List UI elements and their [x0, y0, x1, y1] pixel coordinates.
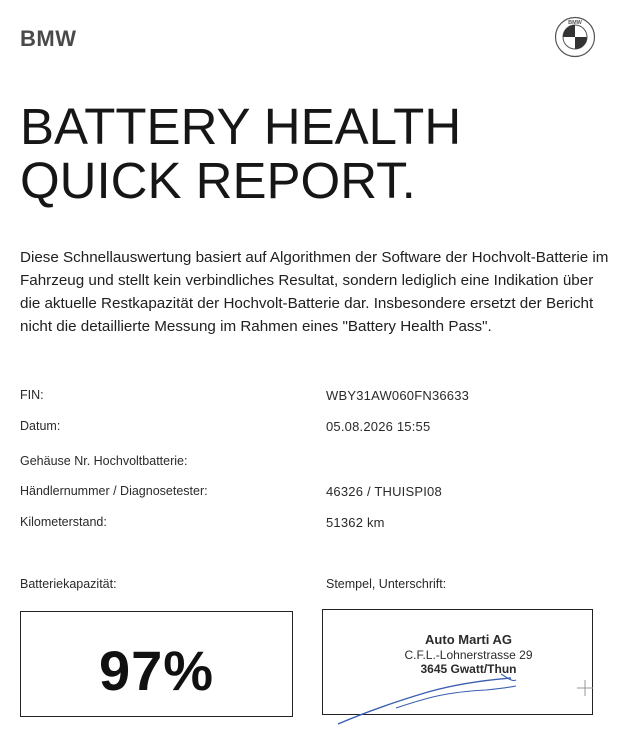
dealer-number-value: 46326 / THUISPI08 [326, 484, 442, 499]
brand-wordmark: BMW [20, 26, 77, 51]
dealer-number-label: Händlernummer / Diagnosetester: [20, 484, 208, 498]
capacity-value: 97% [98, 639, 215, 702]
fin-value: WBY31AW060FN36633 [326, 388, 470, 403]
battery-housing-label: Gehäuse Nr. Hochvoltbatterie: [20, 454, 188, 468]
fin-label: FIN: [20, 388, 44, 402]
date-value: 05.08.2026 15:55 [326, 419, 431, 434]
report-title [20, 100, 600, 208]
report-title-line2: QUICK REPORT. [20, 152, 416, 209]
bmw-roundel-icon [554, 16, 596, 58]
mileage-value: 51362 km [326, 515, 385, 530]
stamp-label: Stempel, Unterschrift: [326, 577, 447, 591]
mileage-label: Kilometerstand: [20, 515, 107, 529]
capacity-label: Batteriekapazität: [20, 577, 117, 591]
intro-paragraph: Diese Schnellauswertung basiert auf Algorithmen der Software der Hochvolt-Batterie im Fahrzeug und stellt kein verbindliches Resultat, sondern lediglich eine Indikation über die aktuelle Restkapazität der Hochvolt-Batterie dar. Insbesondere ersetzt der Bericht nicht die detaillierte Messung im Rahmen eines "Battery Health Pass". [20, 249, 609, 335]
date-label: Datum: [20, 419, 61, 433]
stamp-street: C.F.L.-Lohnerstrasse 29 [404, 648, 533, 662]
stamp-city: 3645 Gwatt/Thun [420, 662, 517, 676]
svg-text:BMW: BMW [568, 20, 582, 26]
handwritten-signature [336, 668, 536, 728]
crosshair-mark [575, 678, 595, 698]
capacity-box [20, 611, 293, 717]
report-title-line1: BATTERY HEALTH [20, 98, 462, 155]
stamp-company: Auto Marti AG [425, 632, 512, 647]
